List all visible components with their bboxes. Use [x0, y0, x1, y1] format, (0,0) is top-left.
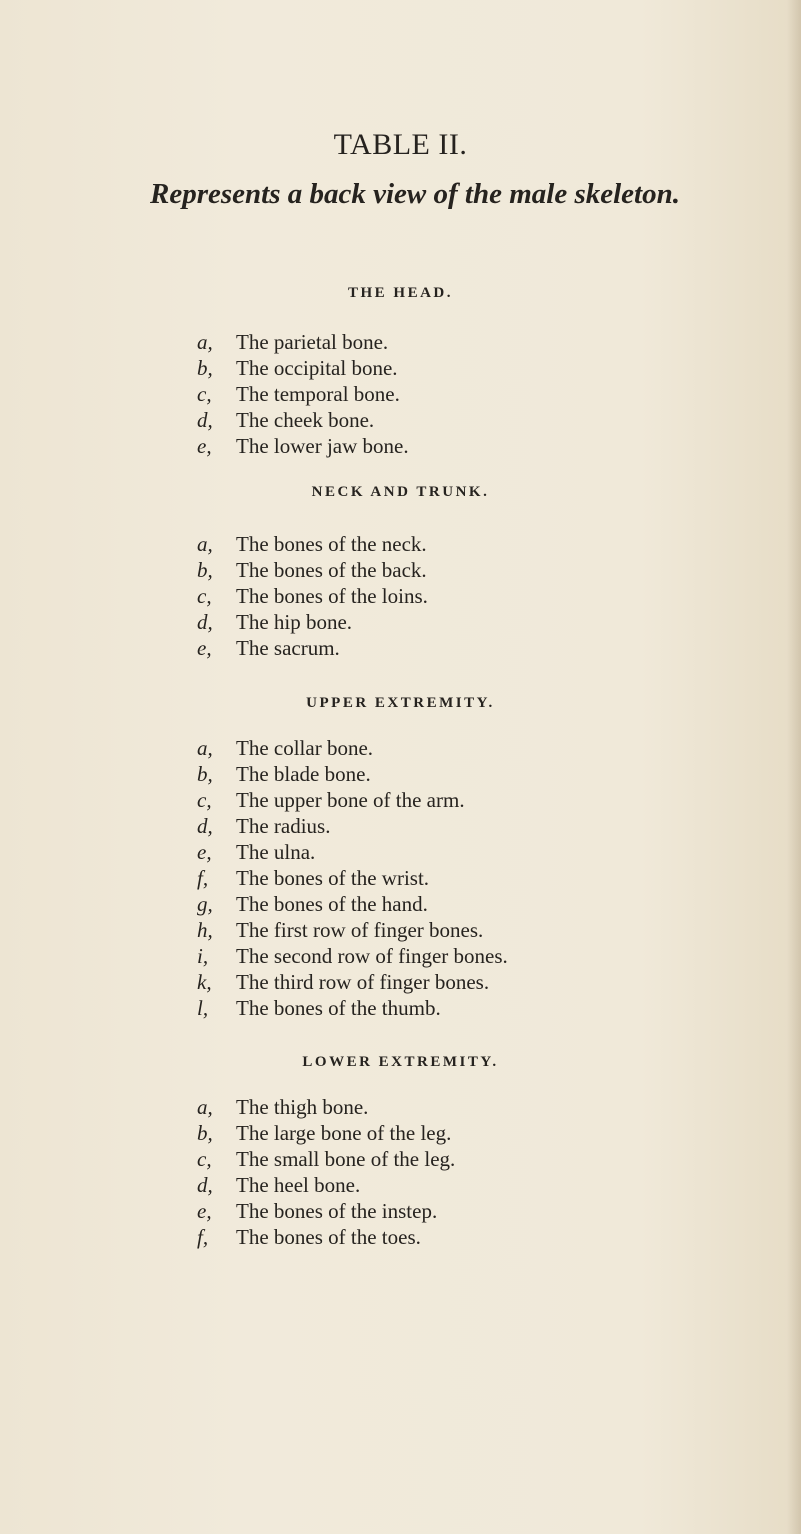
item-text: The bones of the thumb.	[236, 996, 441, 1020]
item-letter: b,	[197, 1121, 213, 1145]
page-edge-shadow	[787, 0, 801, 1534]
item-text: The heel bone.	[236, 1173, 361, 1197]
item-text: The sacrum.	[236, 636, 340, 660]
item-text: The upper bone of the arm.	[236, 788, 465, 812]
item-letter: a,	[197, 1095, 213, 1119]
item-text: The bones of the wrist.	[236, 866, 430, 890]
item-text: The thigh bone.	[236, 1095, 369, 1119]
item-text: The first row of finger bones.	[236, 918, 484, 942]
item-text: The lower jaw bone.	[236, 434, 409, 458]
item-letter: k,	[197, 970, 212, 994]
item-text: The bones of the toes.	[236, 1225, 421, 1249]
item-letter: b,	[197, 356, 213, 380]
page-title: TABLE II.	[333, 128, 468, 161]
item-letter: a,	[197, 736, 213, 760]
item-letter: d,	[197, 610, 213, 634]
item-letter: e,	[197, 840, 212, 864]
item-letter: l,	[197, 996, 209, 1020]
item-text: The third row of finger bones.	[236, 970, 490, 994]
item-letter: b,	[197, 762, 213, 786]
item-text: The bones of the neck.	[236, 532, 427, 556]
item-letter: e,	[197, 636, 212, 660]
item-text: The large bone of the leg.	[236, 1121, 452, 1145]
item-letter: b,	[197, 558, 213, 582]
item-text: The cheek bone.	[236, 408, 375, 432]
item-text: The bones of the instep.	[236, 1199, 438, 1223]
item-letter: c,	[197, 1147, 212, 1171]
item-text: The second row of finger bones.	[236, 944, 508, 968]
item-letter: d,	[197, 1173, 213, 1197]
item-letter: g,	[197, 892, 213, 916]
item-letter: a,	[197, 532, 213, 556]
item-text: The small bone of the leg.	[236, 1147, 456, 1171]
section-heading-lower-extremity: LOWER EXTREMITY.	[302, 1054, 499, 1070]
item-text: The collar bone.	[236, 736, 374, 760]
item-letter: d,	[197, 814, 213, 838]
item-text: The bones of the back.	[236, 558, 427, 582]
section-heading-head: THE HEAD.	[347, 285, 453, 301]
item-letter: c,	[197, 788, 212, 812]
item-letter: i,	[197, 944, 209, 968]
item-letter: e,	[197, 434, 212, 458]
item-letter: c,	[197, 584, 212, 608]
item-text: The radius.	[236, 814, 331, 838]
item-text: The bones of the loins.	[236, 584, 428, 608]
item-letter: f,	[197, 1225, 209, 1249]
item-letter: a,	[197, 330, 213, 354]
item-text: The parietal bone.	[236, 330, 389, 354]
section-heading-neck-and-trunk: NECK AND TRUNK.	[311, 484, 490, 500]
item-letter: e,	[197, 1199, 212, 1223]
item-letter: c,	[197, 382, 212, 406]
item-letter: h,	[197, 918, 213, 942]
item-text: The ulna.	[236, 840, 316, 864]
item-letter: f,	[197, 866, 209, 890]
item-text: The blade bone.	[236, 762, 371, 786]
item-text: The temporal bone.	[236, 382, 400, 406]
item-text: The occipital bone.	[236, 356, 398, 380]
section-heading-upper-extremity: UPPER EXTREMITY.	[306, 695, 495, 711]
item-letter: d,	[197, 408, 213, 432]
item-text: The hip bone.	[236, 610, 353, 634]
item-text: The bones of the hand.	[236, 892, 428, 916]
page-subtitle: Represents a back view of the male skeleton.	[150, 178, 680, 210]
